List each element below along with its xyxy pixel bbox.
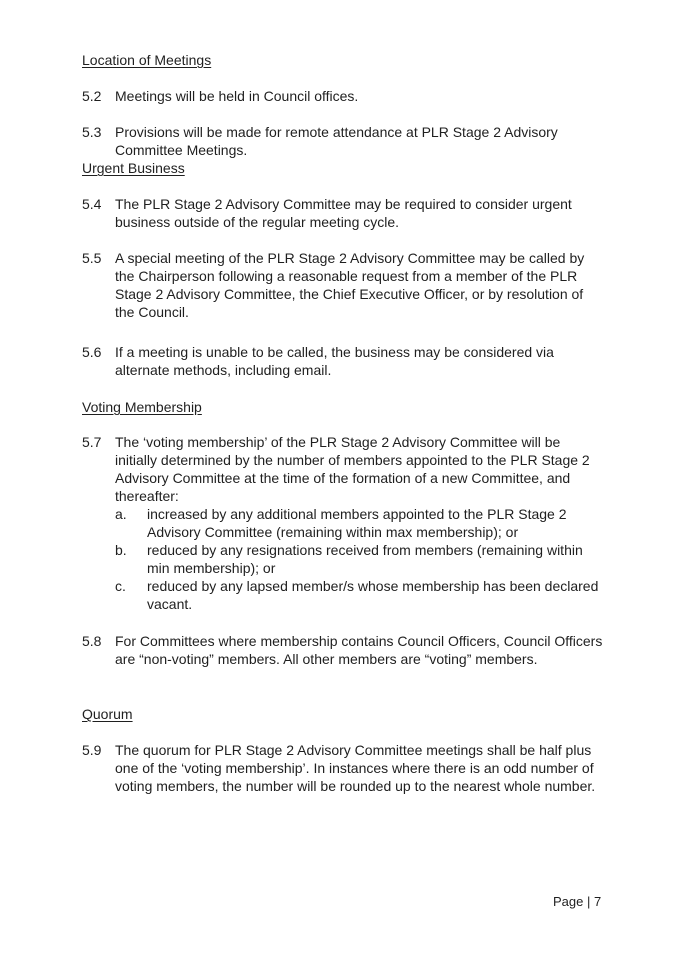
clause-5-2 — [82, 87, 604, 105]
clause-number: 5.4 — [82, 196, 102, 212]
clause-5-8 — [82, 632, 604, 668]
sub-item-letter: a. — [115, 506, 127, 522]
clause-5-9 — [82, 741, 604, 795]
clause-5-3 — [82, 123, 604, 159]
heading-quorum: Quorum — [82, 706, 133, 722]
heading-urgent-business: Urgent Business — [82, 160, 185, 176]
heading-voting-membership: Voting Membership — [82, 399, 202, 415]
sub-item-b — [115, 541, 604, 577]
clause-number: 5.3 — [82, 124, 102, 140]
sub-item-c — [115, 577, 604, 613]
clause-5-7 — [82, 433, 604, 613]
sub-item-letter: b. — [115, 542, 127, 558]
heading-location-of-meetings: Location of Meetings — [82, 52, 212, 68]
clause-text: For Committees where membership contains Council Officers, Council Officers are “non-voting” members. All other members are “voting” members. — [115, 633, 603, 667]
sub-item-letter: c. — [115, 578, 126, 594]
clause-text: Meetings will be held in Council offices. — [115, 88, 359, 104]
clause-text: If a meeting is unable to be called, the business may be considered via alternate methods, including email. — [115, 344, 554, 378]
clause-number: 5.7 — [82, 434, 102, 450]
clause-text: Provisions will be made for remote attendance at PLR Stage 2 Advisory Committee Meetings. — [115, 124, 558, 158]
clause-text: The PLR Stage 2 Advisory Committee may be required to consider urgent business outside of the regular meeting cycle. — [115, 196, 572, 230]
sub-item-text: reduced by any resignations received from members (remaining within min membership); or — [147, 542, 583, 576]
clause-5-4 — [82, 195, 604, 231]
clause-number: 5.9 — [82, 742, 102, 758]
sub-item-text: reduced by any lapsed member/s whose membership has been declared vacant. — [147, 578, 599, 612]
clause-5-6 — [82, 343, 604, 379]
clause-text: The ‘voting membership’ of the PLR Stage 2 Advisory Committee will be initially determined by the number of members appointed to the PLR Stage 2 Advisory Committee at the time of the formation of a new Committee, and thereafter: — [115, 434, 590, 504]
clause-number: 5.5 — [82, 250, 102, 266]
clause-5-5 — [82, 249, 604, 321]
sub-item-text: increased by any additional members appointed to the PLR Stage 2 Advisory Committee (remaining within max membership); or — [147, 506, 567, 540]
sub-item-a — [115, 505, 604, 541]
clause-number: 5.2 — [82, 88, 102, 104]
clause-text: The quorum for PLR Stage 2 Advisory Committee meetings shall be half plus one of the ‘voting membership’. In instances where there is an odd number of voting members, the number will be rounded up to the nearest whole number. — [115, 742, 596, 794]
page-number: Page | 7 — [553, 894, 602, 909]
clause-number: 5.8 — [82, 633, 102, 649]
clause-text: A special meeting of the PLR Stage 2 Advisory Committee may be called by the Chairperson following a reasonable request from a member of the PLR Stage 2 Advisory Committee, the Chief Executive Officer, or by resolution of the Council. — [115, 250, 585, 320]
clause-number: 5.6 — [82, 344, 102, 360]
